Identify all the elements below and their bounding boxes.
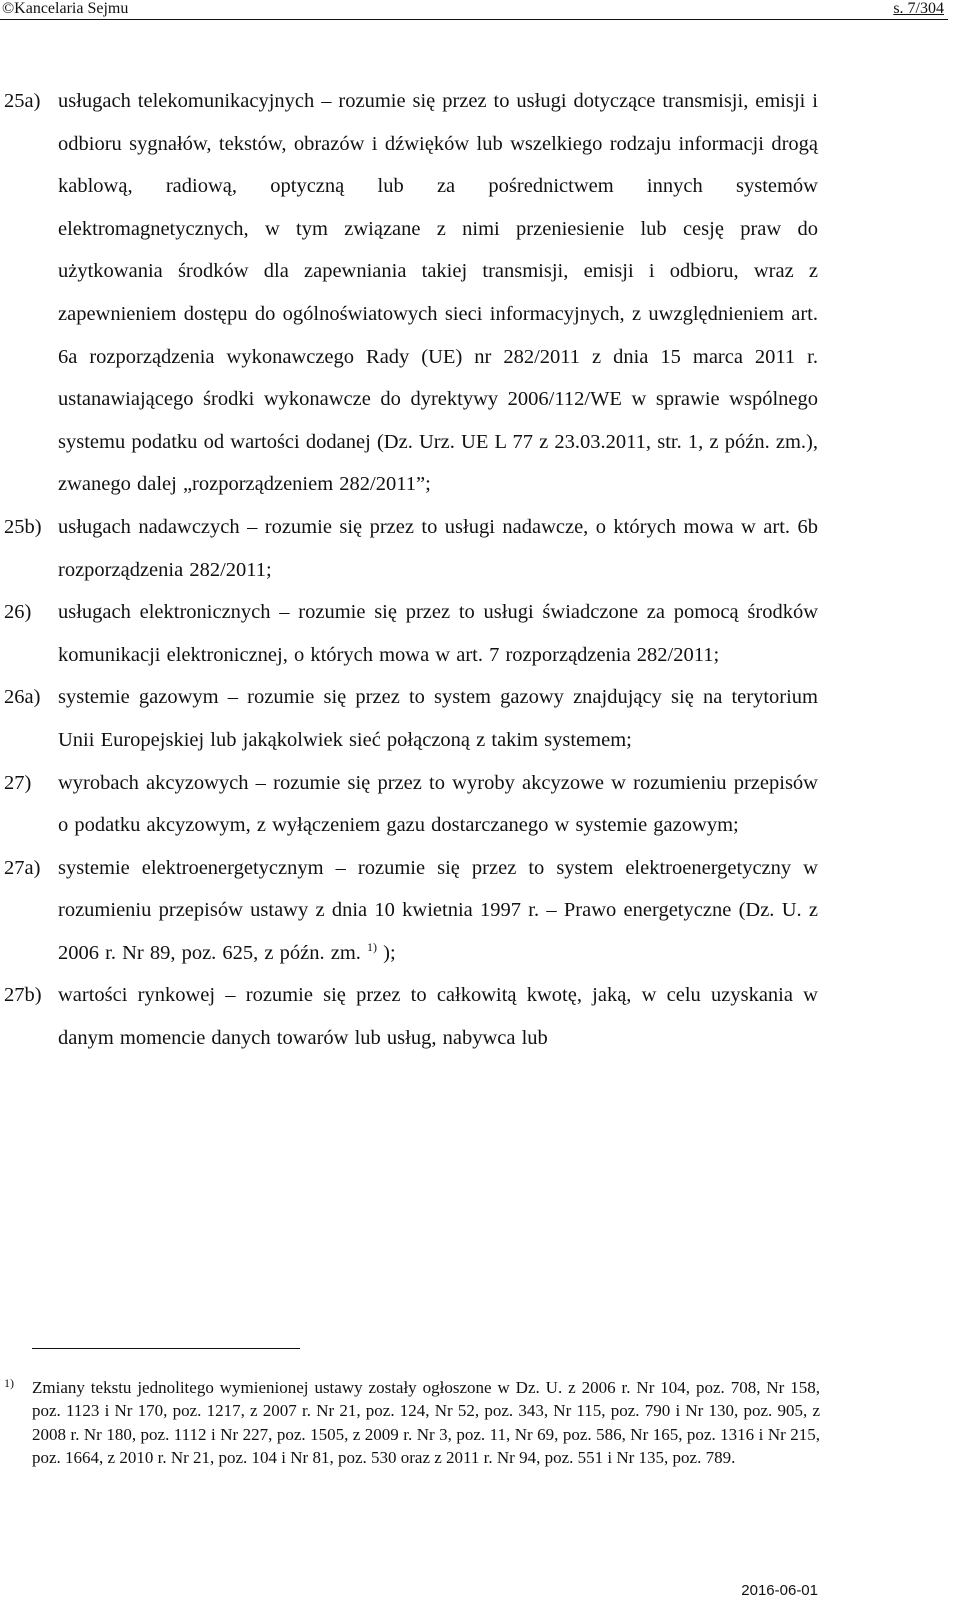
document-body xyxy=(0,80,960,1060)
item-text xyxy=(58,847,818,975)
item-label: 25a) xyxy=(4,90,41,112)
item-text: wartości rynkowej – rozumie się przez to całkowitą kwotę, jaką, w celu uzyskania w danym momencie danych towarów lub usług, nabywca lub xyxy=(58,984,818,1050)
footnote xyxy=(4,1376,820,1469)
item-text: usługach nadawczych – rozumie się przez to usługi nadawcze, o których mowa w art. 6b rozporządzenia 282/2011; xyxy=(58,515,818,581)
footnote-separator xyxy=(32,1348,300,1349)
definition-item-25b xyxy=(4,506,818,591)
item-text-end: ); xyxy=(383,941,396,964)
definition-item-27a xyxy=(4,847,818,975)
item-text: usługach elektronicznych – rozumie się przez to usługi świadczone za pomocą środków komunikacji elektronicznej, o których mowa w art. 7 rozporządzenia 282/2011; xyxy=(58,601,818,666)
item-label: 27a) xyxy=(4,856,41,879)
page-number: s. 7/304 xyxy=(893,0,944,17)
item-label: 27) xyxy=(4,771,32,794)
item-label: 26a) xyxy=(4,686,41,709)
item-label: 27b) xyxy=(4,984,42,1007)
item-text: systemie gazowym – rozumie się przez to system gazowy znajdujący się na terytorium Unii Europejskiej lub jakąkolwiek sieć połączoną z takim systemem; xyxy=(58,686,818,751)
definition-item-25a xyxy=(4,80,818,506)
footnote-text: Zmiany tekstu jednolitego wymienionej ustawy zostały ogłoszone w Dz. U. z 2006 r. Nr 104, poz. 708, Nr 158, poz. 1123 i Nr 170, poz. 1217, z 2007 r. Nr 21, poz. 124, Nr 52, poz. 343, Nr 115, poz. 790 i Nr 130, poz. 905, z 2008 r. Nr 180, poz. 1112 i Nr 227, poz. 1505, z 2009 r. Nr 3, poz. 11, Nr 69, poz. 586, Nr 165, poz. 1316 i Nr 215, poz. 1664, z 2010 r. Nr 21, poz. 104 i Nr 81, poz. 530 oraz z 2011 r. Nr 94, poz. 551 i Nr 135, poz. 789. xyxy=(32,1378,820,1467)
page-header xyxy=(0,0,960,22)
item-text-main: systemie elektroenergetycznym – rozumie się przez to system elektroenergetyczny w rozumieniu przepisów ustawy z dnia 10 kwietnia 1997 r. – Prawo energetyczne (Dz. U. z 2006 r. Nr 89, poz. 625, z późn. zm. xyxy=(58,856,818,964)
item-text: wyrobach akcyzowych – rozumie się przez to wyroby akcyzowe w rozumieniu przepisów o podatku akcyzowym, z wyłączeniem gazu dostarczanego w systemie gazowym; xyxy=(58,771,818,837)
footnote-reference[interactable]: 1) xyxy=(367,939,378,954)
definition-item-26 xyxy=(4,591,818,676)
item-text: usługach telekomunikacyjnych – rozumie się przez to usługi dotyczące transmisji, emisji i odbioru sygnałów, tekstów, obrazów i dźwięków lub wszelkiego rodzaju informacji drogą kablową, radiową, optyczną lub za pośrednictwem innych systemów elektromagnetycznych, w tym związane z nimi przeniesienie lub cesję praw do użytkowania środków dla zapewniania takiej transmisji, emisji i odbioru, wraz z zapewnieniem dostępu do ogólnoświatowych sieci informacyjnych, z uwzględnieniem art. 6a rozporządzenia wykonawczego Rady (UE) nr 282/2011 z dnia 15 marca 2011 r. ustanawiającego środki wykonawcze do dyrektywy 2006/112/WE w sprawie wspólnego systemu podatku od wartości dodanej (Dz. Urz. UE L 77 z 23.03.2011, str. 1, z późn. zm.), zwanego dalej „rozporządzeniem 282/2011”; xyxy=(58,90,818,496)
item-label: 26) xyxy=(4,601,32,624)
copyright-notice: ©Kancelaria Sejmu xyxy=(2,0,129,17)
definition-item-27 xyxy=(4,762,818,847)
definition-item-27b xyxy=(4,974,818,1059)
header-rule xyxy=(0,19,948,20)
definition-item-26a xyxy=(4,676,818,761)
footnote-mark: 1) xyxy=(4,1376,14,1390)
document-date: 2016-06-01 xyxy=(741,1582,818,1599)
item-label: 25b) xyxy=(4,515,42,538)
